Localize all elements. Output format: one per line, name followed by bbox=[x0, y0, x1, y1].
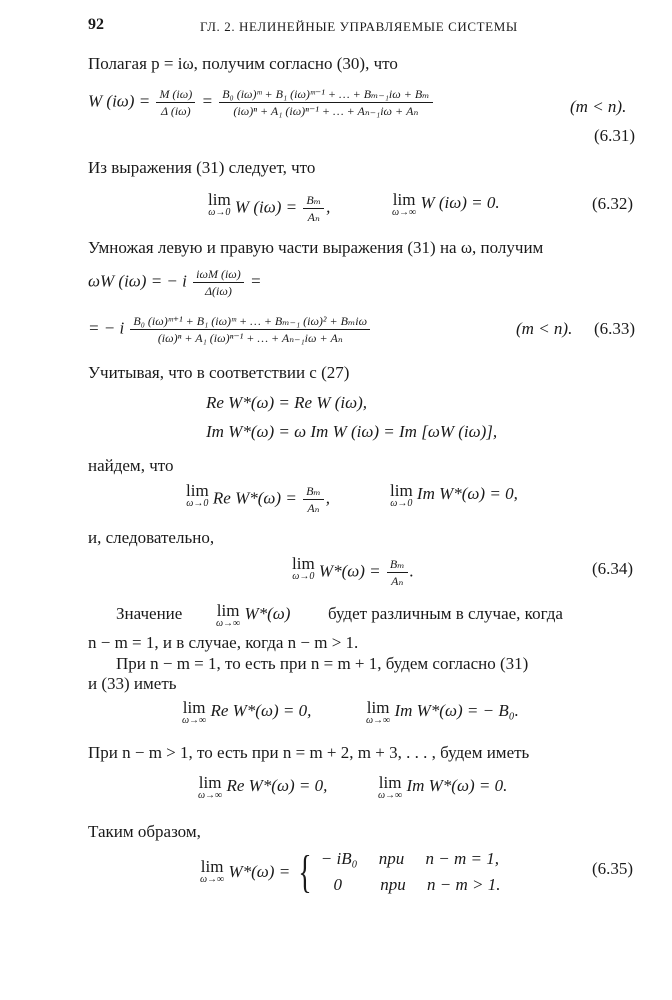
eq633-fraction-1: $\frac{\text{iωM (iω)}}{\Delta(i\omega)}$ bbox=[193, 266, 244, 299]
limit-operator: lim ω→∞ bbox=[392, 190, 417, 218]
equation-6-33-line-1: ωW (iω) = − i $\frac{\text{iωM (iω)}}{\Delta(i\omega)}$ = bbox=[88, 267, 262, 298]
limit-operator: lim ω→0 bbox=[292, 554, 315, 582]
inline-limit: lim ω→∞ W*(ω) bbox=[216, 601, 291, 629]
paragraph-5: найдем, что bbox=[88, 456, 174, 475]
eq633-number: (6.33) bbox=[594, 319, 636, 338]
limits-at-zero-re: lim ω→0 Re W*(ω) = $\frac{\text{Bₘ}}{\text{Aₙ}}$ , bbox=[186, 481, 331, 515]
paragraph-1: Полагая p = iω, получим согласно (30), что bbox=[88, 54, 398, 73]
equation-6-35: lim ω→∞ W*(ω) = { − iB₀ при n − m = 1, 0 при n − m > 1. bbox=[200, 846, 501, 897]
relation-re: Re W*(ω) = Re W (iω), bbox=[206, 393, 368, 412]
eq631-number: (6.31) bbox=[594, 126, 636, 145]
case-row-1: − iB₀ при n − m = 1, bbox=[320, 849, 499, 868]
case2-limit-re: lim ω→∞ Re W*(ω) = 0, bbox=[198, 773, 328, 801]
limit-operator: lim ω→∞ bbox=[182, 698, 207, 726]
eq631-fraction-1: $\frac{M (i\omega)}{\Delta (i\omega)}$ bbox=[156, 86, 195, 119]
limits-at-zero-im: lim ω→0 Im W*(ω) = 0, bbox=[390, 481, 518, 509]
equation-6-33-line-2: = − i $\frac{\text{B₀ (iω)ᵐ⁺¹ + B₁ (iω)ᵐ + … + Bₘ₋₁ (iω)² + Bₘiω}}{\text{(iω)ⁿ + A₁ (iω)ⁿ⁻¹ + … + Aₙ₋₁iω + Aₙ}}$ bbox=[88, 313, 372, 346]
paragraph-9: При n − m > 1, то есть при n = m + 2, m + 3, . . . , будем иметь bbox=[88, 743, 530, 762]
eq635-number: (6.35) bbox=[592, 859, 634, 878]
paragraph-6: и, следовательно, bbox=[88, 528, 215, 547]
page-number: 92 bbox=[88, 16, 104, 33]
paragraph-3: Умножая левую и правую части выражения (31) на ω, получим bbox=[88, 238, 544, 257]
limit-operator: lim ω→∞ bbox=[198, 773, 223, 801]
limit-operator: lim ω→∞ bbox=[378, 773, 403, 801]
eq634-fraction: $\frac{\text{Bₘ}}{\text{Aₙ}}$ bbox=[387, 556, 408, 589]
paragraph-7-mid: будет различным в случае, когда bbox=[328, 604, 563, 623]
left-brace: { bbox=[298, 846, 313, 897]
running-title: ГЛ. 2. НЕЛИНЕЙНЫЕ УПРАВЛЯЕМЫЕ СИСТЕМЫ bbox=[200, 19, 518, 34]
equation-6-32-right: lim ω→∞ W (iω) = 0. bbox=[392, 190, 500, 218]
eq633-condition: (m < n). bbox=[516, 319, 573, 338]
cases-block bbox=[321, 846, 501, 898]
relation-im: Im W*(ω) = ω Im W (iω) = Im [ωW (iω)], bbox=[206, 422, 498, 441]
paragraph-2: Из выражения (31) следует, что bbox=[88, 158, 316, 177]
equation-6-31: W (iω) = $\frac{M (i\omega)}{\Delta (i\omega)}$ = $\frac{\text{B₀ (iω)ᵐ + B₁ (iω)ᵐ⁻¹ + … + Bₘ₋₁iω + Bₘ}}{\text{(iω)ⁿ + A₁ (iω)ⁿ⁻¹ + … + Aₙ₋₁iω + Aₙ}}$ bbox=[88, 86, 435, 119]
limit-operator: lim ω→0 bbox=[186, 481, 209, 509]
paragraph-7-start: Значение bbox=[116, 604, 183, 623]
eq632-number: (6.32) bbox=[592, 194, 634, 213]
paragraph-4: Учитывая, что в соответствии с (27) bbox=[88, 363, 350, 382]
paragraph-10: Таким образом, bbox=[88, 822, 201, 841]
paragraph-8-line-1: При n − m = 1, то есть при n = m + 1, будем согласно (31) bbox=[116, 654, 529, 673]
limit-operator: lim ω→∞ bbox=[366, 698, 391, 726]
limit-operator: lim ω→0 bbox=[390, 481, 413, 509]
eqlim0-fraction: $\frac{\text{Bₘ}}{\text{Aₙ}}$ bbox=[303, 483, 324, 516]
eq633-fraction-2: $\frac{\text{B₀ (iω)ᵐ⁺¹ + B₁ (iω)ᵐ + … + Bₘ₋₁ (iω)² + Bₘiω}}{\text{(iω)ⁿ + A₁ (iω)ⁿ⁻¹ + … + Aₙ₋₁iω + Aₙ}}$ bbox=[130, 313, 370, 346]
eq632-fraction: $\frac{\text{Bₘ}}{\text{Aₙ}}$ bbox=[303, 192, 324, 225]
paragraph-8-line-2: и (33) иметь bbox=[88, 674, 177, 693]
limit-operator: lim ω→∞ bbox=[216, 601, 241, 629]
case2-limit-im: lim ω→∞ Im W*(ω) = 0. bbox=[378, 773, 508, 801]
eq634-number: (6.34) bbox=[592, 559, 634, 578]
case1-limit-re: lim ω→∞ Re W*(ω) = 0, bbox=[182, 698, 312, 726]
eq631-condition: (m < n). bbox=[570, 97, 627, 116]
paragraph-7-end: n − m = 1, и в случае, когда n − m > 1. bbox=[88, 633, 359, 652]
equation-6-34: lim ω→0 W*(ω) = $\frac{\text{Bₘ}}{\text{Aₙ}}$ . bbox=[292, 554, 414, 588]
limit-operator: lim ω→0 bbox=[208, 190, 231, 218]
case1-limit-im: lim ω→∞ Im W*(ω) = − B₀. bbox=[366, 698, 519, 726]
equation-6-32: lim ω→0 W (iω) = $\frac{\text{Bₘ}}{\text{Aₙ}}$ , bbox=[208, 190, 331, 224]
eq631-lhs: W (iω) = bbox=[88, 91, 151, 111]
limit-operator: lim ω→∞ bbox=[200, 857, 225, 885]
case-row-2: 0 при n − m > 1. bbox=[320, 875, 501, 894]
eq631-fraction-2: $\frac{\text{B₀ (iω)ᵐ + B₁ (iω)ᵐ⁻¹ + … + Bₘ₋₁iω + Bₘ}}{\text{(iω)ⁿ + A₁ (iω)ⁿ⁻¹ + … + Aₙ₋₁iω + Aₙ}}$ bbox=[219, 86, 432, 119]
